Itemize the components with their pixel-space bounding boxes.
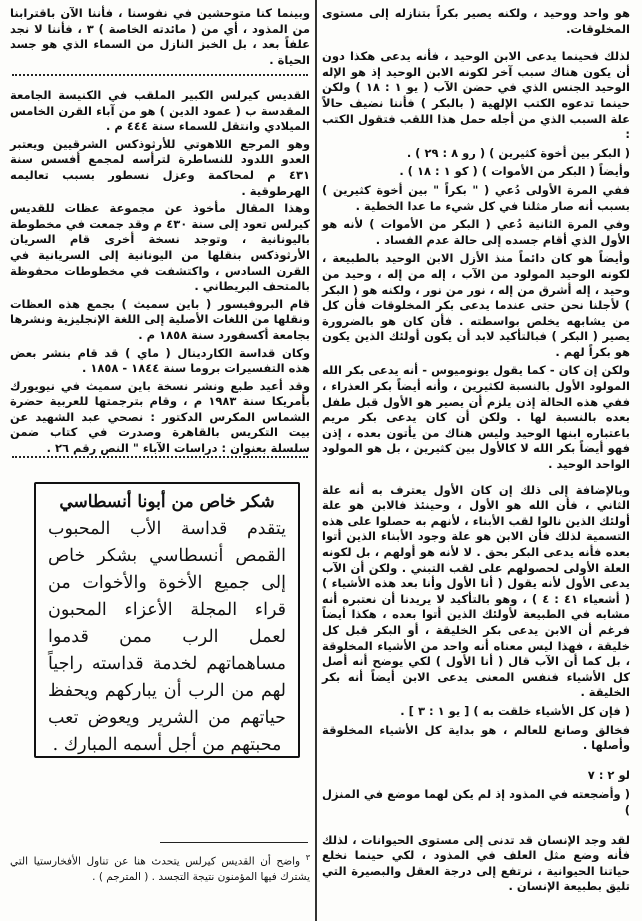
footnote-text: واضح أن القديس كيرلس يتحدث هنا عن تناول الأفخارستيا التي يشترك فيها المؤمنون نتيجة التجسد . ( المترجم ) . (10, 855, 310, 883)
bio-paragraph: قام البروفيسور ( باين سميث ) بجمع هذه العظات ونقلها من اللغات الأصلية إلى اللغة الإنجليزية ونشرها بجامعة أكسفورد سنة ١٨٥٨ م . (10, 296, 310, 342)
paragraph: لذلك فحينما يدعى الابن الوحيد ، فأنه يدعى هكذا دون أن يكون هناك سبب آخر لكونه الابن الوحيد إذ هو الإله الوحيد الجنس الذي في حضن الآب ( يو ١ : ١٨ ) ولكن حينما تدعوه الكتب الإلهية ( بالبكر ) فأننا نضيف حالاً علة السبب الذي من أجله حمل هذا اللقب فتقول الكتب : (322, 49, 630, 142)
paragraph: ففي المرة الأولى دُعي ( " بكراً " بين أخوة كثيرين ) بسبب أنه صار مثلنا في كل شيء ما عدا الخطية . (322, 182, 630, 213)
bio-paragraph: وهذا المقال مأخوذ عن مجموعة عظات للقديس كيرلس تعود إلى سنة ٤٣٠ م وقد جمعت في مخطوطة باليونانية ، وتوجد نسخة أخرى قام السريان الأرثوذكس بنقلها من اليونانية إلى السريانية في القرن السادس ، واكتشفت في مخطوطات محفوظة بالمتحف البريطاني . (10, 201, 310, 294)
section-reference: لو ٢ : ٧ (587, 767, 630, 782)
author-bio (10, 88, 310, 459)
thanks-box (34, 482, 300, 758)
dotted-separator (12, 74, 308, 76)
left-column-top (10, 6, 310, 71)
section-quote: ( وأضجعته في المذود إذ لم يكن لهما موضع في المنزل ) (322, 787, 630, 817)
right-column (322, 6, 630, 898)
footnote-rule (160, 842, 308, 843)
dotted-separator (12, 456, 308, 458)
bio-paragraph: وهو المرجع اللاهوتي للأرثوذكس الشرقيين ويعتبر العدو اللدود للنساطرة لترأسه لمجمع أفسس سنة ٤٣١ م لمحاكمة وعزل نسطور بسبب تعاليمه الهرطوقية . (10, 136, 310, 198)
scripture-quote: وأيضاً ( البكر من الأموات ) ( كو ١ : ١٨ ) . (399, 164, 630, 179)
bio-paragraph: وكان قداسة الكاردينال ( ماي ) قد قام بنشر بعض هذه التفسيرات بروما سنة ١٨٤٤ - ١٨٥٨ . (10, 345, 310, 376)
bio-paragraph: وقد أعيد طبع ونشر نسخة باين سميث في نيويورك بأمريكا سنة ١٩٨٣ م ، وقام بترجمتها للعربية حضرة الشماس المكرس الدكتور : نصحي عبد الشهيد عن بيت التكريس بالقاهرة وصدرت في كتاب ضمن سلسلة بعنوان : دراسات الآباء " النص رقم ٢٦ . (10, 378, 310, 456)
footnote-mark: ٣ (305, 853, 311, 862)
paragraph: وأيضاً هو كان دائماً منذ الأزل الابن الوحيد بالطبيعة ، لكونه الوحيد المولود من الآب ، إله من إله ، وحيد من وحيد ، إله أشرق من إله ، نور من نور ، ولكنه هو ( البكر ) لأجلنا نحن حتى عندما يدعى بكر المخلوقات فأن كل من يشابهه يخلص بواسطته . فأن كان هو بالضرورة يصير ( البكر ) فبالتأكيد لابد أن يكون أولئك الذين يكون هو بكراً لهم . (322, 251, 630, 359)
paragraph: فخالق وصانع للعالم ، هو بداية كل الأشياء المخلوقة وأصلها . (322, 722, 630, 753)
thanks-body: يتقدم قداسة الأب المحبوب القمص أنسطاسي بشكر خاص إلى جميع الأخوة والأخوات من قراء المجلة الأعزاء المحبون لعمل الرب ممن قدموا مساهماتهم لخدمة قداسته راجياً لهم من الرب أن يباركهم ويحفظ حياتهم من الشرير ويعوض تعب محبتهم من أجل أسمه المبارك . (48, 519, 286, 755)
column-divider (315, 0, 317, 921)
closing-paragraph: لقد وجد الإنسان قد تدنى إلى مستوى الحيوانات ، لذلك فأنه وضع مثل العلف في المذود ، لكي حينما نخلع حياتنا الحيوانية ، نرتفع إلى درجة العقل والبصيرة التي تليق بطبيعة الإنسان . (322, 832, 630, 894)
paragraph: وفي المرة الثانية دُعي ( البكر من الأموات ) لأنه هو الأول الذي أقام جسده إلى حالة عدم الفساد . (322, 217, 630, 247)
scripture-quote: ( البكر بين أخوة كثيرين ) ( رو ٨ : ٢٩ ) . (406, 145, 630, 160)
thanks-title: شكر خاص من أبونا أنسطاسي (59, 492, 275, 512)
paragraph: هو واحد ووحيد ، ولكنه يصير بكراً بتنازله إلى مستوى المخلوقات. (322, 6, 630, 36)
scripture-quote: ( فإن كل الأشياء خلقت به ) [ يو ١ : ٣ ] . (400, 703, 630, 718)
footnote (10, 850, 310, 885)
paragraph: وبالإضافة إلى ذلك إن كان الأول يعترف به أنه علة الثاني ، فأن الله هو الأول ، وحينئذ فالابن هو علة أولئك الذين نالوا لقب الأبناء ، لأنهم به حصلوا على هذه التسمية لذلك فأن الابن هو علة وجود الأبناء الذين أتوا بعده فأنه يدعى البكر بحق . لا لأنه هو أولهم ، بل لكونه العلة الأولى لحصولهم على لقب التبني . ولكن أن الآب يدعى الأول لأنه يقول ( أنا الأول وأنا بعد هذه الأشياء ) ( أشعياء ٤١ : ٤ ) ، وهو بالتأكيد لا يريدنا أن نعتبره أنه مشابه في الطبيعة لأولئك الذين أتوا بعده ، هكذا أيضاً فرغم أن الابن يدعى بكر الخليقة ، أو البكر قبل كل خليقة ، فهذا ليس معناه أنه واحد من الأشياء المخلوقة ، بل كما أن الآب قال ( أنا الأول ) لكي يوضح أنه أصل كل الأشياء فنفس المعنى يدعى الابن أيضاً أنه بكر الخليقة . (322, 482, 630, 700)
bio-paragraph: القديس كيرلس الكبير الملقب في الكنيسة الجامعة المقدسة ب ( عمود الدين ) هو من آباء القرن الخامس الميلادي وانتقل للسماء سنة ٤٤٤ م . (10, 88, 310, 134)
paragraph: وبينما كنا متوحشين في نفوسنا ، فأننا الآن باقترابنا من المذود ، أي من ( مائدته الخاصة ) ٣ ، فأننا لا نجد علفاً بعد ، بل الخبز النازل من السماء الذي هو جسد الحياة . (10, 6, 311, 67)
paragraph: ولكن إن كان - كما يقول يونوميوس - أنه يدعى بكر الله المولود الأول بالنسبة لكثيرين ، وأنه أيضاً بكر العذراء ، ففي هذه الحالة إذن يلزم أن يصير هو الأول قبل طفل بعده بالنسبة لها . ولكن أن كان يدعى بكر مريم باعتباره ابنها الوحيد وليس هناك من يأتون بعده ، إذن فهو أيضاً بكر الله لا كالأول بين كثيرين ، بل هو المولود الواحد الوحيد . (322, 363, 630, 472)
